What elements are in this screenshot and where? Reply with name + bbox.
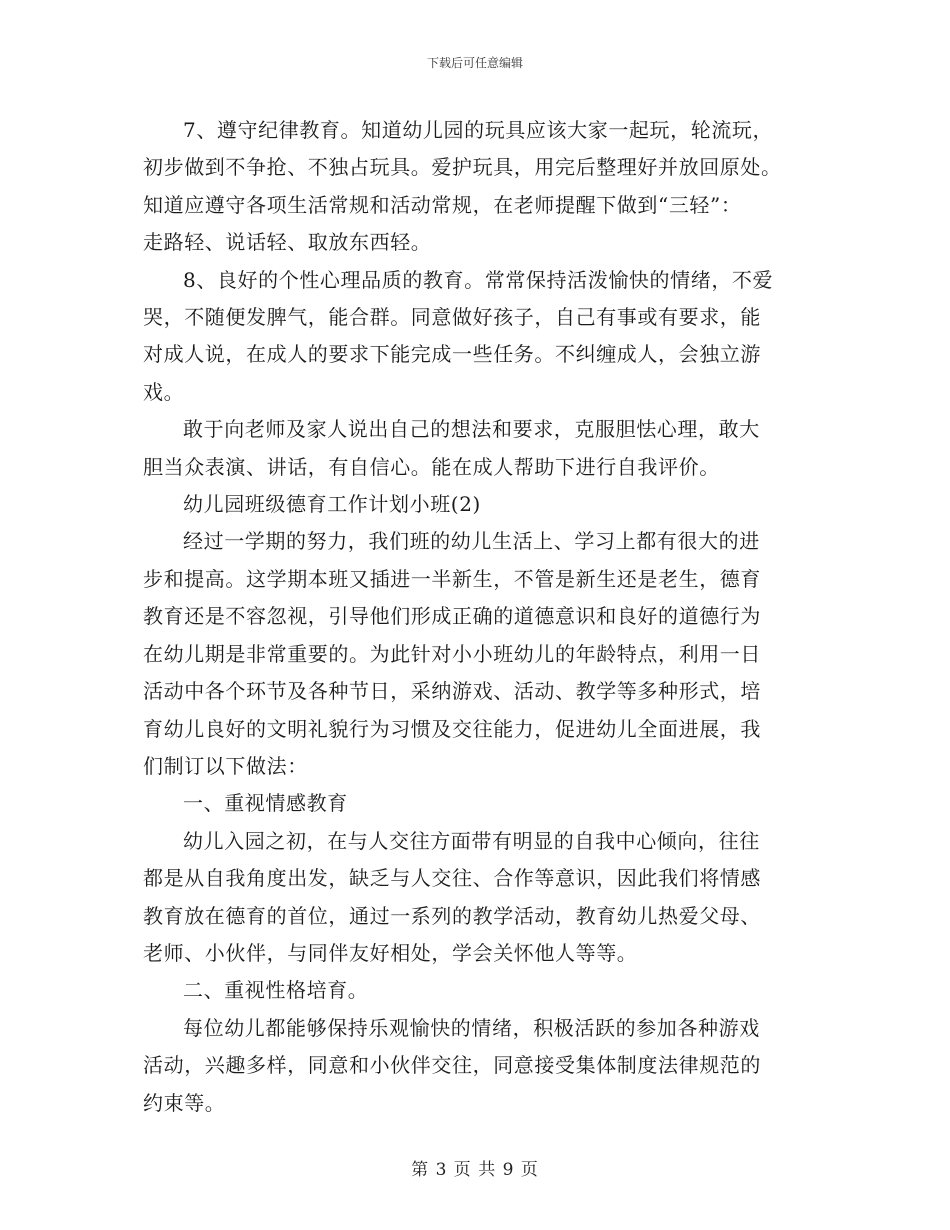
text-line: 教育放在德育的首位，通过一系列的教学活动，教育幼儿热爱父母、 — [143, 903, 761, 928]
section-heading-character — [143, 972, 813, 1009]
text-line: 老师、小伙伴，与同伴友好相处，学会关怀他人等等。 — [143, 940, 638, 965]
text-line: 教育还是不容忽视，引导他们形成正确的道德意识和良好的道德行为 — [143, 604, 761, 629]
paragraph-character — [143, 1010, 813, 1122]
text-line: 在幼儿期是非常重要的。为此针对小小班幼儿的年龄特点，利用一日 — [143, 641, 761, 666]
text-line: 步和提高。这学期本班又插进一半新生，不管是新生还是老生，德育 — [143, 566, 761, 591]
text-line: 活动中各个环节及各种节日，采纳游戏、活动、教学等多种形式，培 — [143, 679, 761, 704]
paragraph-emotion — [143, 823, 813, 973]
page-number-footer: 第 3 页 共 9 页 — [411, 1160, 539, 1180]
text-line: 戏。 — [143, 379, 185, 404]
text-line: 初步做到不争抢、不独占玩具。爱护玩具，用完后整理好并放回原处。 — [143, 155, 782, 180]
text-line: 活动，兴趣多样，同意和小伙伴交往，同意接受集体制度法律规范的 — [143, 1053, 761, 1078]
text-line: 们制订以下做法： — [143, 753, 308, 778]
text-line: 对成人说，在成人的要求下能完成一些任务。不纠缠成人，会独立游 — [143, 342, 761, 367]
text-line: 哭，不随便发脾气，能合群。同意做好孩子，自己有事或有要求，能 — [143, 305, 761, 330]
text-line: 经过一学期的努力，我们班的幼儿生活上、学习上都有很大的进 — [183, 529, 760, 554]
paragraph-discipline — [143, 112, 813, 262]
text-line: 都是从自我角度出发，缺乏与人交往、合作等意识，因此我们将情感 — [143, 866, 761, 891]
text-line: 走路轻、说话轻、取放东西轻。 — [143, 230, 432, 255]
text-line: 8、良好的个性心理品质的教育。常常保持活泼愉快的情绪，不爱 — [183, 267, 774, 292]
text-line: 7、遵守纪律教育。知道幼儿园的玩具应该大家一起玩，轮流玩， — [183, 118, 774, 142]
text-line: 胆当众表演、讲话，有自信心。能在成人帮助下进行自我评价。 — [143, 454, 720, 479]
text-line: 约束等。 — [143, 1090, 226, 1115]
text-line: 一、重视情感教育 — [183, 791, 348, 816]
page-header-note: 下载后可任意编辑 — [426, 56, 523, 70]
text-line: 二、重视性格培育。 — [183, 978, 369, 1003]
paragraph-intro — [143, 523, 813, 785]
text-line: 敢于向老师及家人说出自己的想法和要求，克服胆怯心理，敢大 — [183, 417, 760, 442]
text-line: 知道应遵守各项生活常规和活动常规，在老师提醒下做到“三轻”： — [143, 192, 742, 217]
text-line: 幼儿园班级德育工作计划小班(2) — [183, 492, 481, 517]
text-line: 育幼儿良好的文明礼貌行为习惯及交往能力，促进幼儿全面进展，我 — [143, 716, 761, 741]
section-heading-emotion — [143, 785, 813, 822]
document-body — [143, 112, 813, 1122]
text-line: 幼儿入园之初，在与人交往方面带有明显的自我中心倾向，往往 — [183, 828, 760, 853]
section-title — [143, 486, 813, 523]
paragraph-personality — [143, 262, 813, 412]
paragraph-confidence — [143, 411, 813, 486]
text-line: 每位幼儿都能够保持乐观愉快的情绪，积极活跃的参加各种游戏 — [183, 1015, 760, 1040]
